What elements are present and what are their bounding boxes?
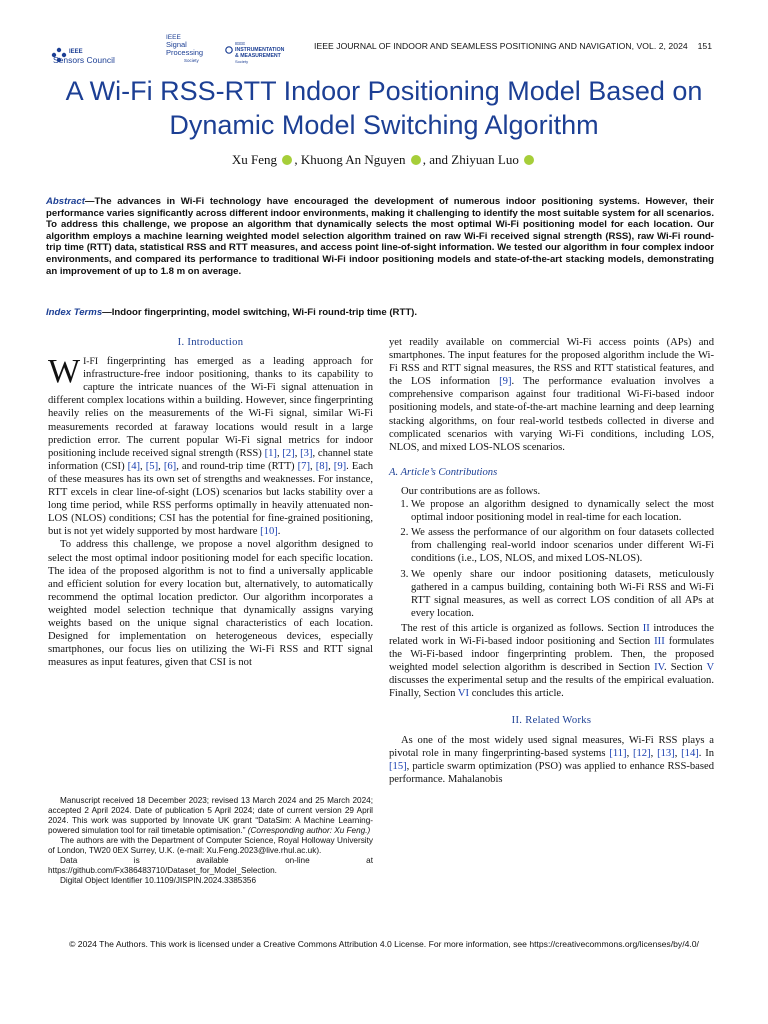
footnote-data: Data is available on-line at https://github.com/Fx386483710/Dataset_for_Model_Selection. <box>48 856 373 875</box>
paragraph-text: . Section <box>663 662 707 674</box>
section-link[interactable]: VI <box>457 688 470 700</box>
index-terms-text: —Indoor fingerprinting, model switching, Wi-Fi round-trip time (RTT). <box>102 307 418 318</box>
left-column <box>48 336 373 669</box>
paragraph-text: . The performance evaluation involves a comprehensive comparison against four traditional Wi-Fi-based indoor positioning models, and state-of-the-art machine learning and deep learning stacking algorithms, on four real-world testbeds collected in diverse and complicated scenarios with varying Wi-Fi conditions, including LOS, NLOS, and mixed LOS-NLOS scenarios. <box>389 376 714 453</box>
right-column <box>389 336 714 786</box>
section-link[interactable]: II <box>642 622 650 634</box>
intro-paragraph: To address this challenge, we propose a novel algorithm designed to select the most optimal indoor positioning model for each specific location. The idea of the proposed algorithm is not to find a universally applicable and efficient solution for every location but, alternatively, to automatically recommend the optimal location predictor. Our algorithm incorporates a weighted model selection technique that dynamically assigns varying weights based on the unique signal characteristics of each location. Designed for implementation on heterogeneous devices, especially smartphones, our focus lies on utilizing the Wi-Fi RSS and RTT signal measures as input features, given that CSI is not <box>48 539 373 669</box>
paragraph-text: concludes this article. <box>469 688 564 700</box>
citation-link[interactable]: [9] <box>333 460 347 472</box>
abstract-text: —The advances in Wi-Fi technology have encouraged the development of numerous indoor positioning systems. However, their performance varies significantly across different indoor environments, making it challenging to identify the most suitable system for all scenarios. To address this challenge, we propose an algorithm that dynamically selects the most optimal Wi-Fi positioning model for each location. Our algorithm employs a machine learning weighted model selection algorithm trained on raw Wi-Fi received signal strength (RSS), raw Wi-Fi round-trip time (RTT) data, statistical RSS and RTT measures, and access point line-of-sight information. We tested our algorithm in four complex indoor environments, and compared its performance to traditional Wi-Fi indoor positioning models and state-of-the-art stacking models, demonstrating an improvement of up to 1.8 m on average. <box>46 196 715 277</box>
ieee-sensors-council-logo <box>48 41 134 69</box>
intro-paragraph <box>389 336 714 454</box>
list-item: 3. We openly share our indoor positioning datasets, meticulously gathered in a campus building, containing both Wi-Fi RSS and Wi-Fi RTT signal measures, as well as correct LOS condition of all APs at every location. <box>411 568 714 620</box>
citation-link[interactable]: [12] <box>632 747 651 759</box>
paragraph-text: fingerprinting has emerged as a leading approach for infrastructure-free indoor positioning, thanks to its capability to capture the intricate nuances of the Wi-Fi signal attenuation in different complex locations within a building. However, since fingerprinting heavily relies on the measurements of the Wi-Fi signal, similar Wi-Fi measurements recorded at faraway locations would result in a large prediction error. The current popular Wi-Fi signal metrics for indoor positioning include received signal strength (RSS) <box>48 356 373 459</box>
journal-running-head: IEEE JOURNAL OF INDOOR AND SEAMLESS POSITIONING AND NAVIGATION, VOL. 2, 2024 <box>314 41 688 51</box>
paragraph-text: formulates the Wi-Fi-based indoor fingerprinting problem. Then, the proposed weighted model selection algorithm is described in Section <box>389 635 714 674</box>
svg-text:INSTRUMENTATION: INSTRUMENTATION <box>235 47 285 53</box>
author-name: and Zhiyuan Luo <box>429 152 519 167</box>
citation-link[interactable]: [6] <box>163 460 177 472</box>
orcid-icon[interactable] <box>524 155 534 165</box>
author-list: Xu Feng , Khuong An Nguyen , and Zhiyuan Luo <box>40 152 728 168</box>
intro-paragraph: WI-FI fingerprinting has emerged as a leading approach for infrastructure-free indoor positioning, thanks to its capability to capture the intricate nuances of the Wi-Fi signal attenuation in different complex locations within a building. However, since fingerprinting heavily relies on the measurements of the Wi-Fi signal, similar Wi-Fi measurements recorded at faraway locations would result in a large prediction error. The current popular Wi-Fi signal metrics for indoor positioning include received signal strength (RSS) [1], [2], [3], channel state information (CSI) [4], [5], [6], and round-trip time (RTT) [7], [8], [9]. Each of these measures has its own set of strengths and weaknesses. For instance, RTT excels in clear line-of-sight (LOS) scenarios but lacks stability over a long time period, while RSS performs optimally in heavily attenuated non-LOS (NLOS) conditions; CSI has the potential for fine-grained positioning, but is not yet widely supported by most hardware [10]. <box>48 353 374 538</box>
citation-link[interactable]: [14] <box>681 747 699 759</box>
footnote-affiliation: The authors are with the Department of Computer Science, Royal Holloway University of London, TW20 0EX Surrey, U.K. (e-mail: Xu.Feng.2023@live.rhul.ac.uk). <box>48 836 373 855</box>
citation-link[interactable]: [3] <box>300 447 313 459</box>
paragraph-text: . <box>277 526 281 538</box>
index-terms <box>46 307 714 319</box>
citation-link[interactable]: [1] <box>264 447 277 459</box>
citation-link[interactable]: [10] <box>260 526 278 538</box>
paragraph-text: , channel state information (CSI) <box>48 447 373 472</box>
ieee-instrumentation-measurement-society-logo <box>225 36 295 66</box>
license-notice: © 2024 The Authors. This work is licensed under a Creative Commons Attribution 4.0 License. For more information, see https://creativecommons.org/licenses/by/4.0/ <box>69 939 699 949</box>
ieee-signal-processing-society-logo <box>166 32 218 66</box>
contributions-list <box>389 498 714 620</box>
section-heading: I. Introduction <box>177 337 244 348</box>
citation-link[interactable]: [13] <box>657 747 675 759</box>
author-name: Xu Feng <box>231 152 278 167</box>
citation-link[interactable]: [8] <box>315 460 329 472</box>
page-number: 151 <box>697 41 712 51</box>
svg-text:Society: Society <box>184 58 199 63</box>
section-link[interactable]: V <box>706 662 715 674</box>
list-item: 1. We propose an algorithm designed to dynamically select the most optimal indoor positioning model in real-time for each location. <box>411 498 714 524</box>
footnote-text: Manuscript received 18 December 2023; revised 13 March 2024 and 25 March 2024; accepted 2 April 2024. Date of publication 5 April 2024; date of current version 29 April 2024. This work was supported by Innovate UK grant “DataSim: A Machine Learning-powered simulation tool for rail timetable optimisation.” <box>48 796 373 835</box>
paragraph-text: . In <box>698 747 715 759</box>
paragraph-text: introduces the related work in Wi-Fi-based indoor positioning and Section <box>389 622 715 647</box>
page-header <box>44 32 712 68</box>
author-name: Khuong An Nguyen <box>300 152 406 167</box>
list-item: 2. We assess the performance of our algorithm on four datasets collected from challenging real-world indoor scenarios under different Wi-Fi conditions (i.e., LOS, NLOS, and mixed LOS-NLOS). <box>411 526 714 565</box>
svg-text:& MEASUREMENT: & MEASUREMENT <box>235 53 281 59</box>
footnotes <box>48 796 373 886</box>
section-link[interactable]: IV <box>654 662 664 674</box>
paragraph-text: , and round-trip time (RTT) <box>176 460 298 472</box>
section-heading: II. Related Works <box>511 715 592 727</box>
paragraph-text: The rest of this article is organized as follows. Section <box>401 622 643 634</box>
contributions-intro: Our contributions are as follows. <box>401 485 541 497</box>
svg-text:IEEE: IEEE <box>166 34 181 41</box>
abstract-label: Abstract <box>46 196 85 207</box>
paragraph-text: , particle swarm optimization (PSO) was applied to enhance RSS-based performance. Mahalanobis <box>389 760 714 785</box>
footnote-corresponding: (Corresponding author: Xu Feng.) <box>247 826 371 835</box>
abstract <box>46 196 714 277</box>
index-terms-label: Index Terms <box>46 307 103 318</box>
paper-title: A Wi-Fi RSS-RTT Indoor Positioning Model Based on Dynamic Model Switching Algorithm <box>65 76 703 140</box>
citation-link[interactable]: [4] <box>127 460 141 472</box>
citation-link[interactable]: [9] <box>499 376 512 388</box>
paragraph-text: yet readily available on commercial Wi-Fi access points (APs) and smartphones. The input features for the proposed algorithm include the Wi-Fi RSS and RTT signal measures, the RSS and RTT statistical features, and the LOS information <box>389 337 714 388</box>
svg-text:Society: Society <box>235 59 249 64</box>
subsection-heading: A. Article’s Contributions <box>389 466 498 478</box>
lead-caps: I-FI <box>83 356 99 368</box>
svg-text:IEEE: IEEE <box>235 41 246 46</box>
citation-link[interactable]: [7] <box>297 460 310 472</box>
citation-link[interactable]: [2] <box>282 447 295 459</box>
citation-link[interactable]: [5] <box>145 460 159 472</box>
orcid-icon[interactable] <box>411 155 421 165</box>
citation-link[interactable]: [11] <box>609 747 627 759</box>
footnote-manuscript <box>48 796 373 836</box>
svg-text:Processing: Processing <box>166 48 204 57</box>
organization-paragraph <box>389 622 714 701</box>
paragraph-text: discusses the experimental setup and the results of the empirical evaluation. Finally, Section <box>389 675 714 700</box>
svg-text:Sensors Council: Sensors Council <box>53 55 115 65</box>
orcid-icon[interactable] <box>282 155 292 165</box>
svg-text:IEEE: IEEE <box>69 49 83 55</box>
citation-link[interactable]: [15] <box>389 760 407 772</box>
drop-cap: W <box>48 353 81 391</box>
footnote-doi: Digital Object Identifier 10.1109/JISPIN.2024.3385356 <box>60 876 257 885</box>
paragraph-text: As one of the most widely used signal measures, Wi-Fi RSS plays a pivotal role in many fingerprinting-based systems <box>389 734 714 759</box>
svg-text:Signal: Signal <box>166 40 187 49</box>
paragraph-text: . Each of these measures has its own set of strengths and weaknesses. For instance, RTT excels in clear line-of-sight (LOS) scenarios but lacks stability over a long time period, while RSS performs optimally in heavily attenuated non-LOS (NLOS) conditions; CSI has the potential for fine-grained positioning, but is not yet widely supported by most hardware <box>48 460 374 538</box>
section-link[interactable]: III <box>654 635 665 647</box>
related-works-paragraph: As one of the most widely used signal measures, Wi-Fi RSS plays a pivotal role in many fingerprinting-based systems [11], [12], [13], [14]. In [15], particle swarm optimization (PSO) was applied to enhance RSS-based performance. Mahalanobis <box>389 734 715 785</box>
